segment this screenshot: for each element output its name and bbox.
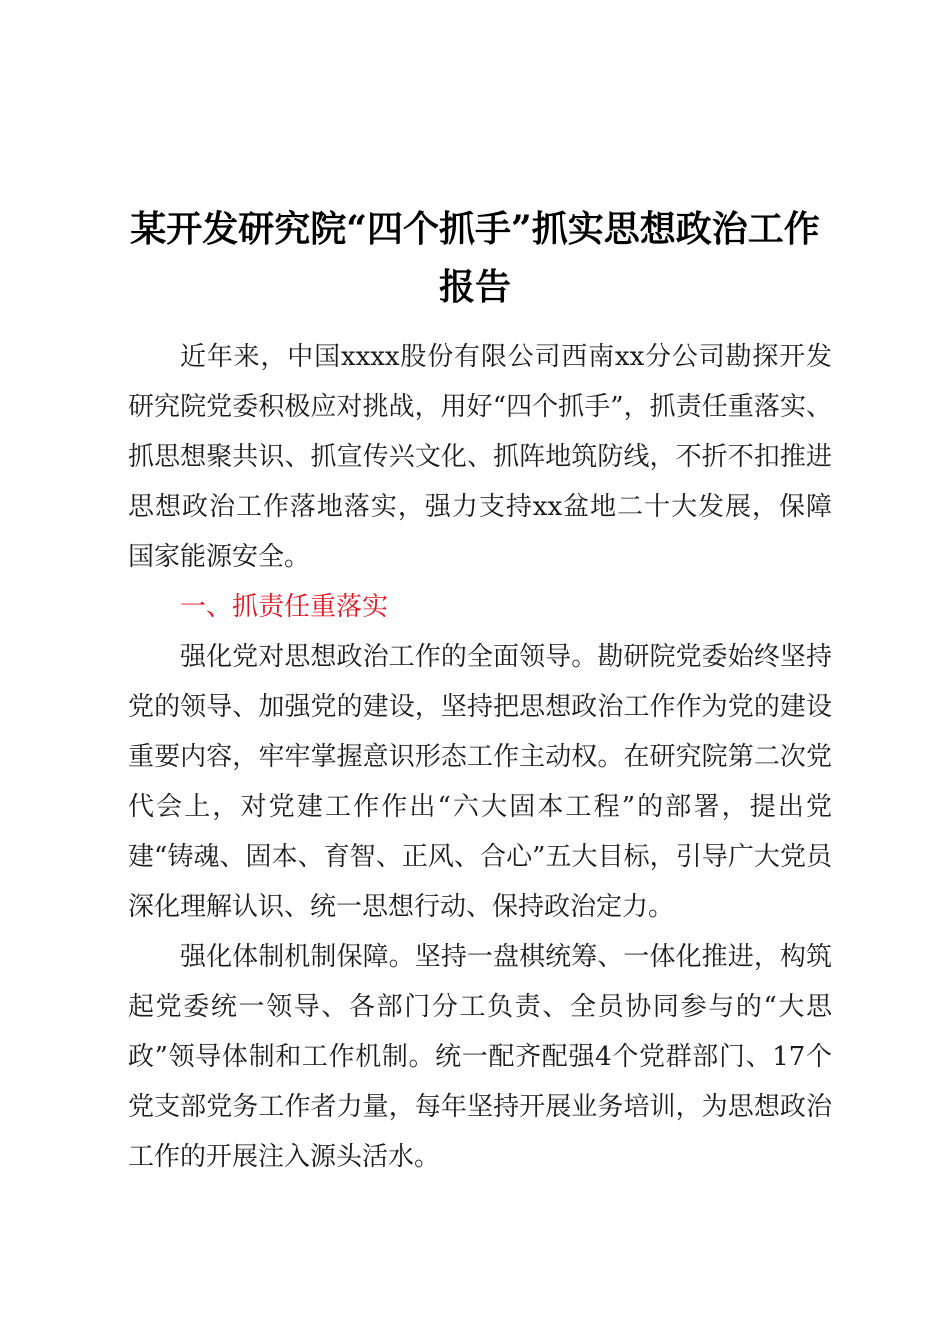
title-line-2: 报告 (438, 266, 511, 308)
section-paragraph-1: 强化党对思想政治工作的全面领导。勘研院党委始终坚持党的领导、加强党的建设，坚持把思想政治工作作为党的建设重要内容，牢牢掌握意识形态工作主动权。在研究院第二次党代会上，对党建工作作出“六大固本工程”的部署，提出党建“铸魂、固本、育智、正风、合心”五大目标，引导广大党员深化理解认识、统一思想行动、保持政治定力。 (128, 642, 832, 922)
document-body (128, 332, 832, 1182)
intro-paragraph: 近年来，中国xxxx股份有限公司西南xx分公司勘探开发研究院党委积极应对挑战，用好“四个抓手”，抓责任重落实、抓思想聚共识、抓宣传兴文化、抓阵地筑防线，不折不扣推进思想政治工作落地落实，强力支持xx盆地二十大发展，保障国家能源安全。 (128, 342, 832, 572)
section-heading: 一、抓责任重落实 (180, 592, 389, 622)
title-line-1: 某开发研究院“四个抓手”抓实思想政治工作 (130, 208, 820, 250)
section-paragraph-2: 强化体制机制保障。坚持一盘棋统筹、一体化推进，构筑起党委统一领导、各部门分工负责、全员协同参与的“大思政”领导体制和工作机制。统一配齐配强4个党群部门、17个党支部党务工作者力量，每年坚持开展业务培训，为思想政治工作的开展注入源头活水。 (128, 942, 832, 1172)
document-title (110, 200, 840, 316)
